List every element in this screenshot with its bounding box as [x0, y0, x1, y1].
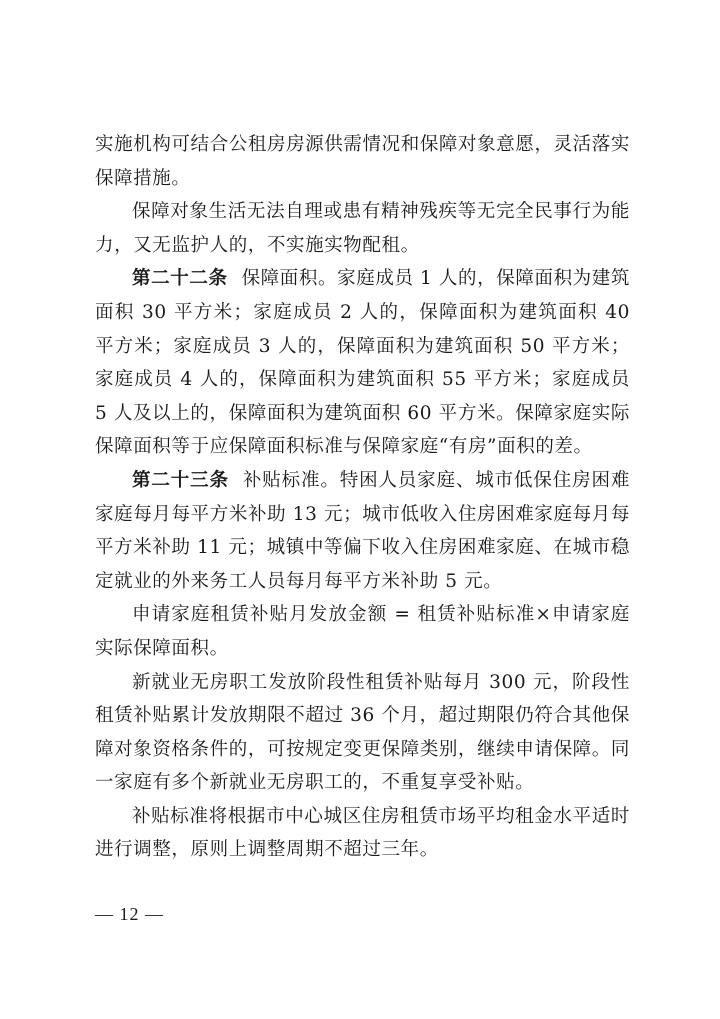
document-body: [95, 128, 630, 867]
page-number: — 12 —: [95, 904, 164, 924]
paragraph-article-23: [95, 464, 630, 598]
article-text: 保障面积。家庭成员 1 人的，保障面积为建筑面积 30 平方米；家庭成员 2 人的，保障面积为建筑面积 40 平方米；家庭成员 3 人的，保障面积为建筑面积 50 平方米；家庭成员 4 人的，保障面积为建筑面积 55 平方米；家庭成员 5 人及以上的，保障面积为建筑面积 60 平方米。保障家庭实际保障面积等于应保障面积标准与保障家庭“有房”面积的差。: [95, 268, 630, 458]
article-text: 补贴标准。特困人员家庭、城市低保住房困难家庭每月每平方米补助 13 元；城市低收入住房困难家庭每月每平方米补助 11 元；城镇中等偏下收入住房困难家庭、在城市稳定就业的外来务工人员每月每平方米补助 5 元。: [95, 469, 630, 592]
paragraph-7: 补贴标准将根据市中心城区住房租赁市场平均租金水平适时进行调整，原则上调整周期不超过三年。: [95, 805, 630, 861]
paragraph-5: 申请家庭租赁补贴月发放金额 = 租赁补贴标准×申请家庭实际保障面积。: [95, 604, 630, 659]
paragraph-2: 保障对象生活无法自理或患有精神残疾等无完全民事行为能力，又无监护人的，不实施实物配租。: [95, 201, 630, 256]
paragraph-1: 实施机构可结合公租房房源供需情况和保障对象意愿，灵活落实保障措施。: [95, 134, 630, 189]
paragraph-6: 新就业无房职工发放阶段性租赁补贴每月 300 元，阶段性租赁补贴累计发放期限不超过 36 个月，超过期限仍符合其他保障对象资格条件的，可按规定变更保障类别，继续申请保障。同一家庭有多个新就业无房职工的，不重复享受补贴。: [95, 671, 630, 794]
article-number: 第二十三条: [132, 469, 229, 491]
paragraph-article-22: [95, 262, 630, 464]
article-number: 第二十二条: [132, 268, 228, 290]
